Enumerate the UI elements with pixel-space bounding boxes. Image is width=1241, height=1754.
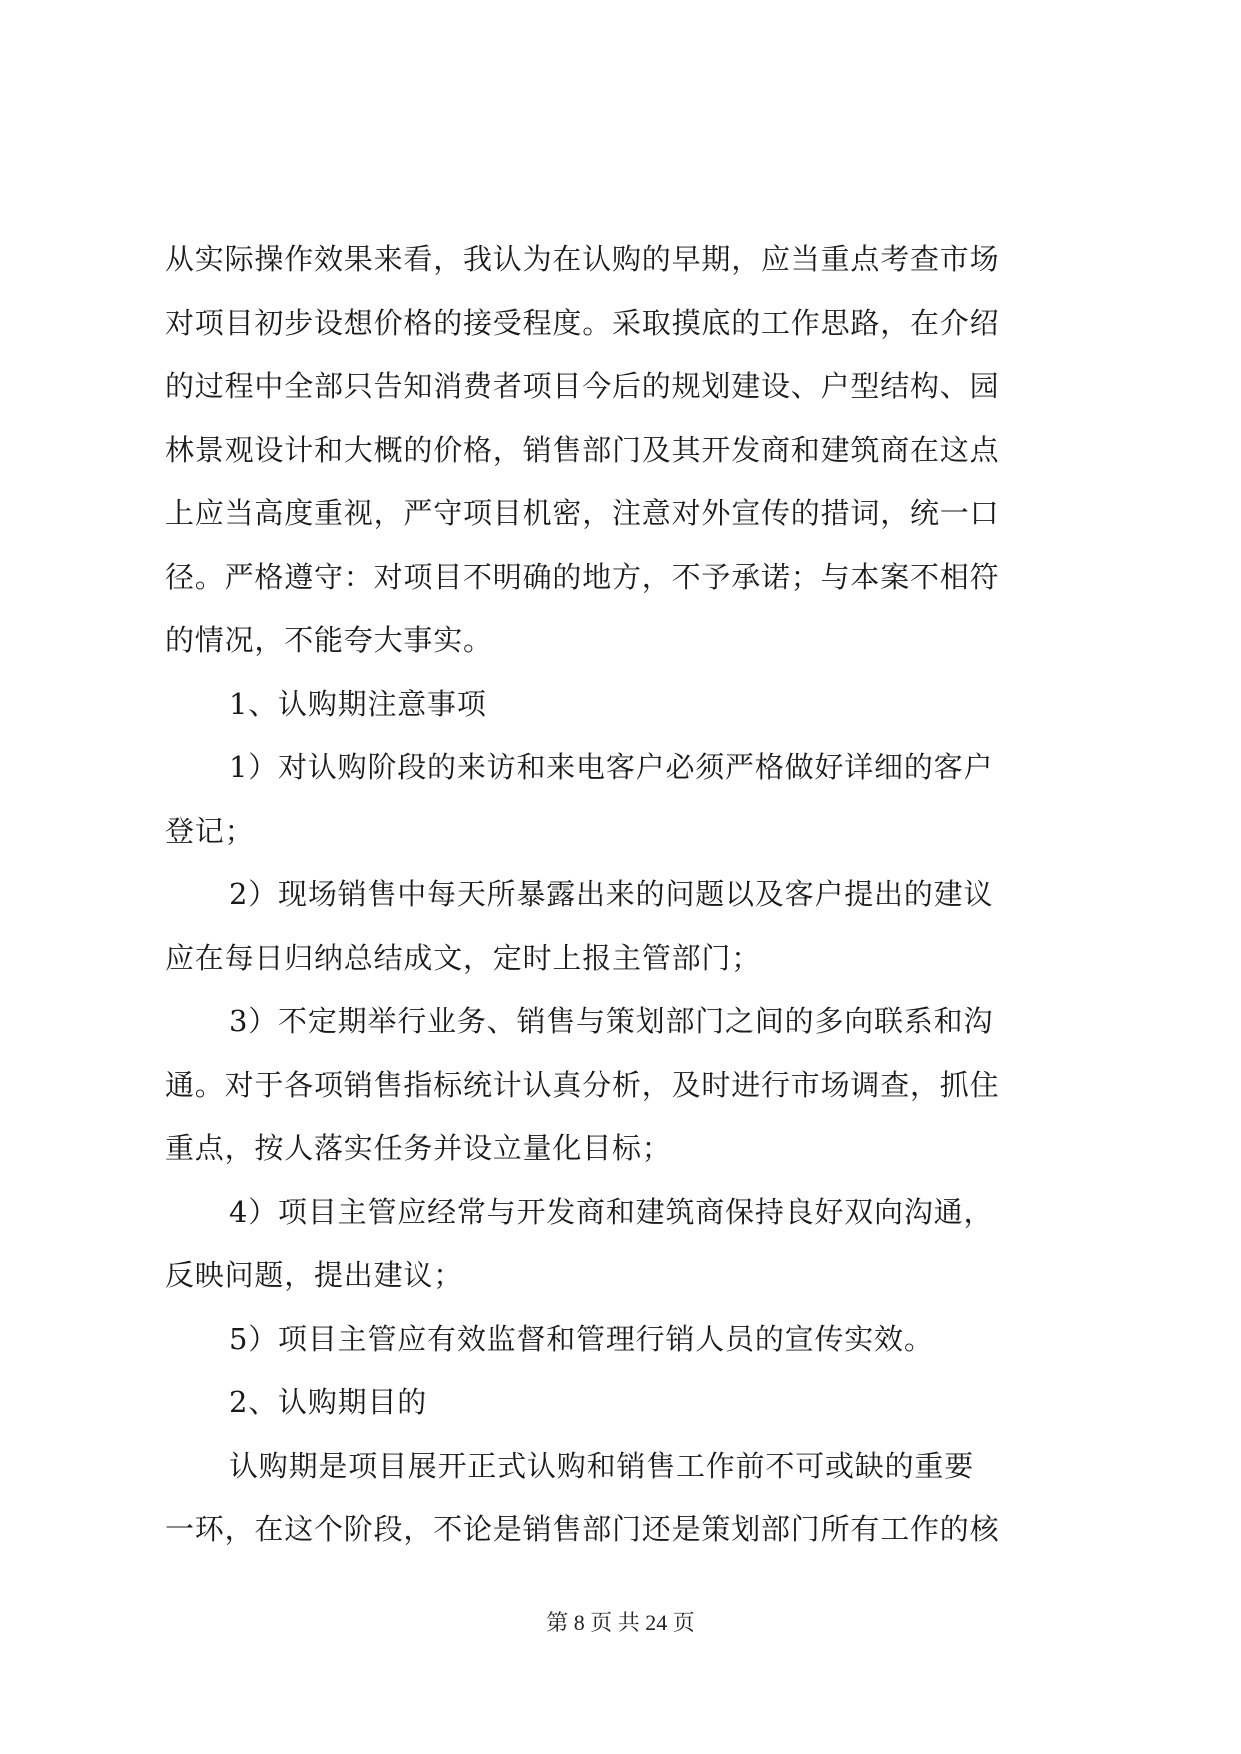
text-line: 重点，按人落实任务并设立量化目标；	[165, 1131, 672, 1165]
text-line: 反映问题，提出建议；	[165, 1258, 464, 1292]
page-footer: 第 8 页 共 24 页	[546, 1610, 695, 1635]
text-line: 从实际操作效果来看，我认为在认购的早期，应当重点考查市场	[165, 242, 1000, 276]
text-line: 一环，在这个阶段，不论是销售部门还是策划部门所有工作的核	[165, 1512, 1000, 1546]
text-line: 2、认购期目的	[229, 1385, 428, 1419]
text-line: 应在每日归纳总结成文，定时上报主管部门；	[165, 940, 762, 975]
text-line: 2）现场销售中每天所暴露出来的问题以及客户提出的建议	[229, 877, 994, 911]
text-line: 认购期是项目展开正式认购和销售工作前不可或缺的重要	[229, 1448, 975, 1483]
text-line: 径。严格遵守：对项目不明确的地方，不予承诺；与本案不相符	[165, 559, 1000, 594]
text-line: 登记；	[165, 813, 255, 848]
text-line: 的过程中全部只告知消费者项目今后的规划建设、户型结构、园	[165, 369, 1000, 403]
text-line: 5）项目主管应有效监督和管理行销人员的宣传实效。	[229, 1321, 934, 1356]
text-line: 4）项目主管应经常与开发商和建筑商保持良好双向沟通，	[229, 1194, 994, 1229]
text-line: 1）对认购阶段的来访和来电客户必须严格做好详细的客户	[229, 750, 994, 784]
text-line: 的情况，不能夸大事实。	[165, 623, 493, 657]
document-body	[165, 228, 1080, 1562]
text-line: 3）不定期举行业务、销售与策划部门之间的多向联系和沟	[229, 1004, 994, 1038]
text-line: 1、认购期注意事项	[229, 686, 487, 721]
text-line: 对项目初步设想价格的接受程度。采取摸底的工作思路，在介绍	[165, 305, 1000, 340]
text-line: 林景观设计和大概的价格，销售部门及其开发商和建筑商在这点	[165, 432, 1000, 467]
text-line: 上应当高度重视，严守项目机密，注意对外宣传的措词，统一口	[165, 496, 1000, 530]
text-line: 通。对于各项销售指标统计认真分析，及时进行市场调查，抓住	[165, 1067, 1000, 1102]
